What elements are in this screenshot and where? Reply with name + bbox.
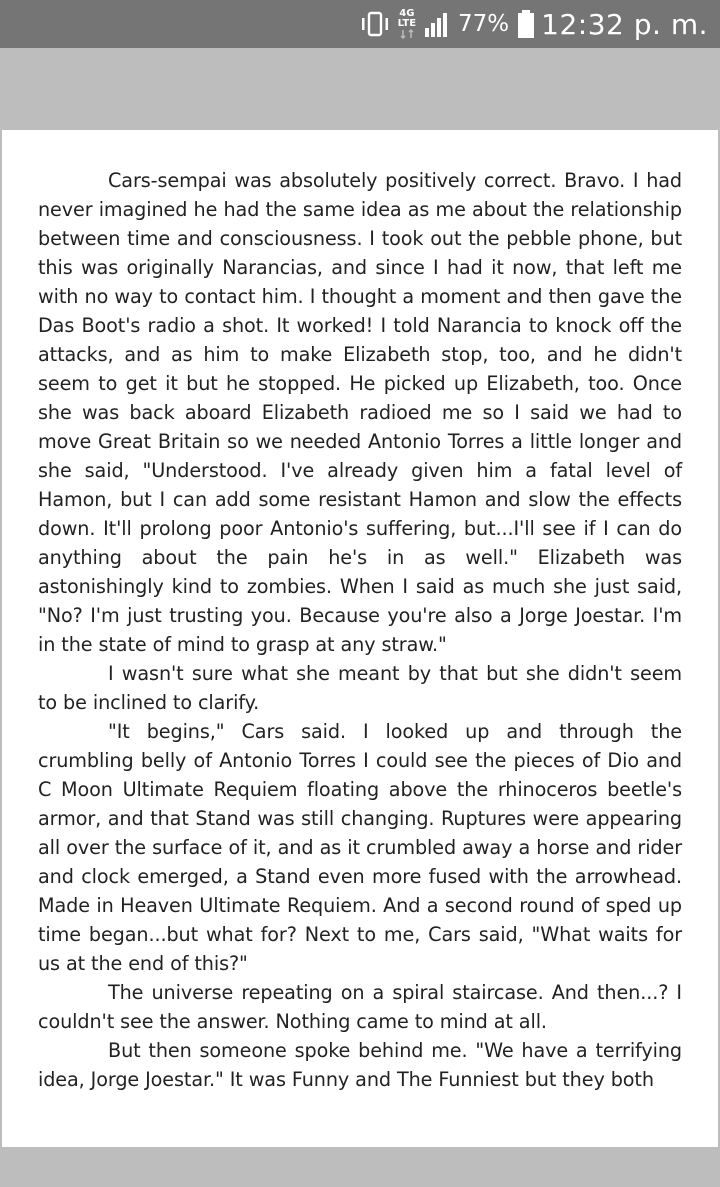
battery-percent: 77% — [458, 11, 510, 37]
paragraph: I wasn't sure what she meant by that but she didn't seem to be inclined to clarify. — [38, 662, 682, 714]
network-sub-label: LTE — [397, 18, 417, 29]
signal-strength-icon — [424, 10, 452, 38]
paragraph: Cars-sempai was absolutely positively correct. Bravo. I had never imagined he had the same idea as me about the relationship between time and consciousness. I took out the pebble phone, but this was originally Narancias, and since I had it now, that left me with no way to contact him. I thought a moment and then gave the Das Boot's radio a shot. It worked! I told Narancia to knock off the attacks, and as him to make Elizabeth stop, too, and he didn't seem to get it but he stopped. He picked up Elizabeth, too. Once she was back aboard Elizabeth radioed me so I said we had to move Great Britain so we needed Antonio Torres a little longer and she said, "Understood. I've already given him a fatal level of Hamon, but I can add some resistant Hamon and slow the effects down. It'll prolong poor Antonio's suffering, but...I'll see if I can do anything about the pain he's in as well." Elizabeth was astonishingly kind to zombies. When I said as much she just said, "No? I'm just trusting you. Because you're also a Jorge Joestar. I'm in the state of mind to grasp at any straw." — [38, 169, 682, 656]
paragraph: The universe repeating on a spiral staircase. And then...? I couldn't see the answer. Nothing came to mind at all. — [38, 981, 682, 1033]
battery-icon — [517, 9, 535, 39]
vibrate-icon — [360, 11, 390, 37]
paragraph: "It begins," Cars said. I looked up and through the crumbling belly of Antonio Torres I could see the pieces of Dio and C Moon Ultimate Requiem floating above the rhinoceros beetle's armor, and that Stand was still changing. Ruptures were appearing all over the surface of it, and as it crumbled away a horse and rider and clock emerged, a Stand even more fused with the arrowhead. Made in Heaven Ultimate Requiem. And a second round of sped up time began...but what for? Next to me, Cars said, "What waits for us at the end of this?" — [38, 720, 682, 975]
paragraph: But then someone spoke behind me. "We have a terrifying idea, Jorge Joestar." It was Funny and The Funniest but they both — [38, 1039, 682, 1091]
network-4g-lte-icon — [398, 9, 416, 39]
clock: 12:32 p. m. — [541, 7, 708, 41]
network-type-label: 4G — [399, 8, 415, 19]
document-page — [2, 130, 718, 1147]
status-bar — [0, 0, 720, 48]
